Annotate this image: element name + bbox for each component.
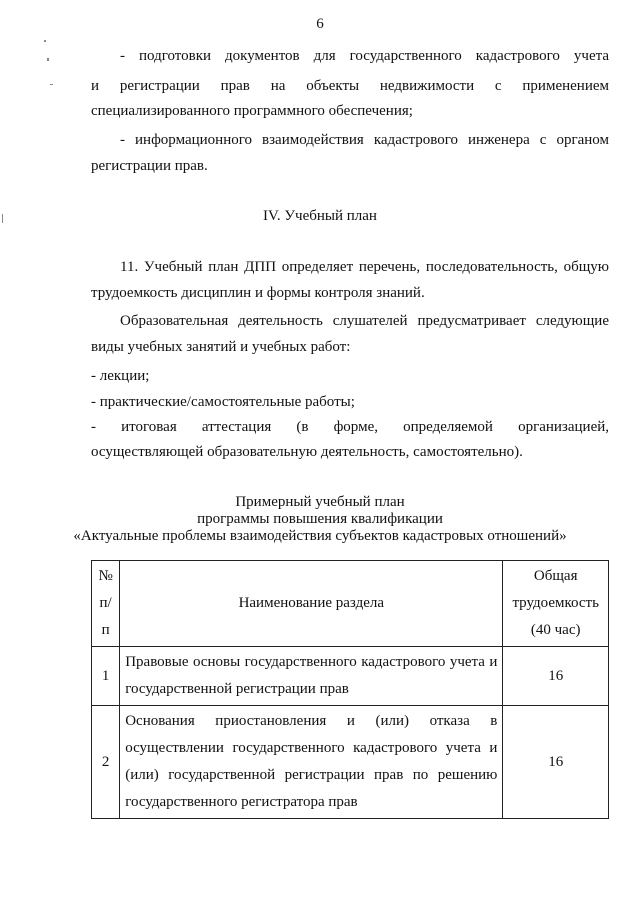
list-item: - лекции; (91, 368, 150, 384)
body-text-line: регистрации прав. (91, 158, 208, 174)
table-title-line: Примерный учебный план (235, 494, 405, 510)
section-title: IV. Учебный план (263, 208, 377, 224)
body-text-line: и регистрации прав на объекты недвижимости с применением (91, 78, 609, 94)
scan-speck (50, 84, 53, 85)
body-text-line: Образовательная деятельность слушателей предусматривает следующие (120, 313, 609, 329)
table-row (92, 647, 609, 706)
header-name: Наименование раздела (120, 561, 503, 647)
table-row (92, 706, 609, 819)
row-num: 1 (92, 647, 120, 706)
body-text-line: 11. Учебный план ДПП определяет перечень, последовательность, общую (120, 259, 609, 275)
header-hours: Общая трудоемкость (40 час) (503, 561, 609, 647)
body-text-line: осуществляющей образовательную деятельность, самостоятельно). (91, 444, 523, 460)
body-text-line: трудоемкость дисциплин и формы контроля знаний. (91, 285, 425, 301)
study-plan-table (91, 560, 609, 819)
table-header-row (92, 561, 609, 647)
row-num: 2 (92, 706, 120, 819)
row-name: Правовые основы государственного кадастрового учета и государственной регистрации прав (120, 647, 503, 706)
body-text-line: специализированного программного обеспечения; (91, 103, 413, 119)
list-item: - практические/самостоятельные работы; (91, 394, 355, 410)
body-text-line: виды учебных занятий и учебных работ: (91, 339, 351, 355)
row-name: Основания приостановления и (или) отказа в осуществлении государственного кадастрового учета и (или) государственной регистрации прав по решению государственного регистратора прав (120, 706, 503, 819)
table-title-line: программы повышения квалификации (197, 511, 443, 527)
body-text-line: - информационного взаимодействия кадастрового инженера с органом (120, 132, 609, 148)
scan-speck (44, 40, 46, 42)
row-hours: 16 (503, 706, 609, 819)
body-text-line: - подготовки документов для государственного кадастрового учета (120, 48, 609, 64)
scan-speck (47, 58, 49, 61)
list-item: - итоговая аттестация (в форме, определяемой организацией, (91, 419, 609, 435)
page-number: 6 (316, 16, 324, 32)
header-num: № п/ п (92, 561, 120, 647)
table-title-line: «Актуальные проблемы взаимодействия субъектов кадастровых отношений» (73, 528, 567, 544)
row-hours: 16 (503, 647, 609, 706)
